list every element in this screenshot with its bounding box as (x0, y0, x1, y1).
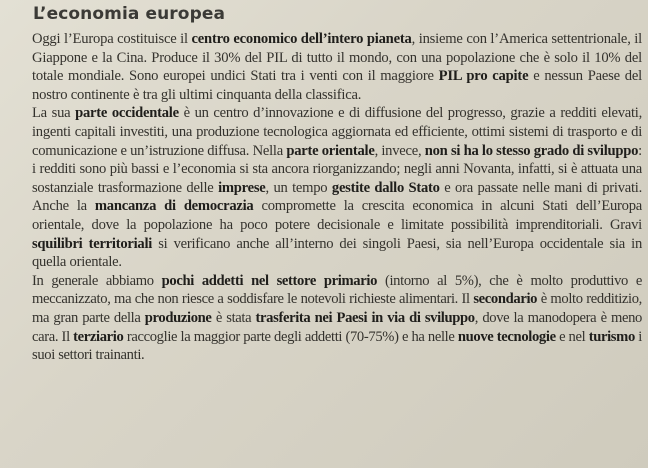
body-text (32, 30, 642, 365)
section-title: L’economia europea (33, 4, 226, 24)
text-run: compromette la crescita economica in alcuni Stati dell’Europa orientale, dove la popolazione ha poco potere decisionale e limitate possibilità imprenditoriali. Gravi (32, 198, 642, 233)
highlighted-term: gestite dallo Stato (331, 179, 440, 196)
highlighted-term: parte occidentale (75, 105, 179, 122)
highlighted-term: parte orientale (286, 142, 375, 159)
text-run: e nessun Paese del nostro continente è tra gli ultimi cinquanta della classifica. (32, 68, 642, 103)
text-run: , dove la manodopera è meno cara. Il (32, 309, 642, 345)
text-run: (intorno al 5%), che è molto produttivo e meccanizzato, ma che non riesce a soddisfare le notevoli richieste alimentari. Il (32, 272, 642, 308)
text-run: In generale abbiamo (32, 272, 162, 289)
highlighted-term: squilibri territoriali (32, 235, 153, 252)
highlighted-term: PIL pro capite (438, 68, 529, 85)
highlighted-term: secondario (473, 291, 538, 308)
paragraph-west-east (32, 104, 642, 271)
text-run: , un tempo (265, 179, 332, 196)
paragraph-overview (32, 30, 642, 104)
text-run: : i redditi sono più bassi e l’economia si sta ancora riorganizzando; negli anni Novanta, infatti, si è attuata una sostanziale trasformazione delle (32, 142, 642, 196)
text-run: Oggi l’Europa costituisce il (32, 31, 192, 47)
highlighted-term: trasferita nei Paesi in via di sviluppo (255, 309, 475, 326)
text-run: , insieme con l’America settentrionale, il Giappone e la Cina. Produce il 30% del PIL di tutto il mondo, con una popolazione che è solo il 10% del totale mondiale. Sono europei undici Stati tra i venti con il maggiore (32, 31, 642, 85)
highlighted-term: terziario (73, 328, 124, 345)
paragraph-sectors (32, 272, 642, 365)
highlighted-term: centro economico dell’intero pianeta (191, 31, 412, 47)
text-run: raccoglie la maggior parte degli addetti (70-75%) e ha nelle (123, 328, 458, 345)
highlighted-term: non si ha lo stesso grado di sviluppo (424, 142, 639, 159)
highlighted-term: imprese (218, 179, 266, 196)
text-run: La sua (32, 105, 76, 122)
highlighted-term: pochi addetti nel settore primario (161, 272, 378, 289)
text-run: i suoi settori trainanti. (32, 328, 642, 364)
highlighted-term: turismo (588, 328, 635, 345)
text-run: è molto redditizio, ma gran parte della (32, 291, 642, 326)
text-run: si verificano anche all’interno dei singoli Paesi, sia nell’Europa occidentale sia in quella orientale. (32, 235, 642, 271)
highlighted-term: nuove tecnologie (457, 328, 556, 345)
text-run: e ora passate nelle mani di privati. Anche la (32, 179, 642, 215)
highlighted-term: mancanza di democrazia (94, 198, 254, 215)
text-run: e nel (555, 328, 589, 345)
highlighted-term: produzione (144, 309, 212, 326)
text-run: è stata (211, 309, 256, 326)
text-run: , invece, (374, 142, 425, 159)
text-run: è un centro d’innovazione e di diffusione del progresso, grazie a redditi elevati, ingenti capitali investiti, una produzione tecnologica aggiornata ed efficiente, ottimi sistemi di trasporto e di comunicazione e un’istruzione diffusa. Nella (32, 105, 642, 159)
